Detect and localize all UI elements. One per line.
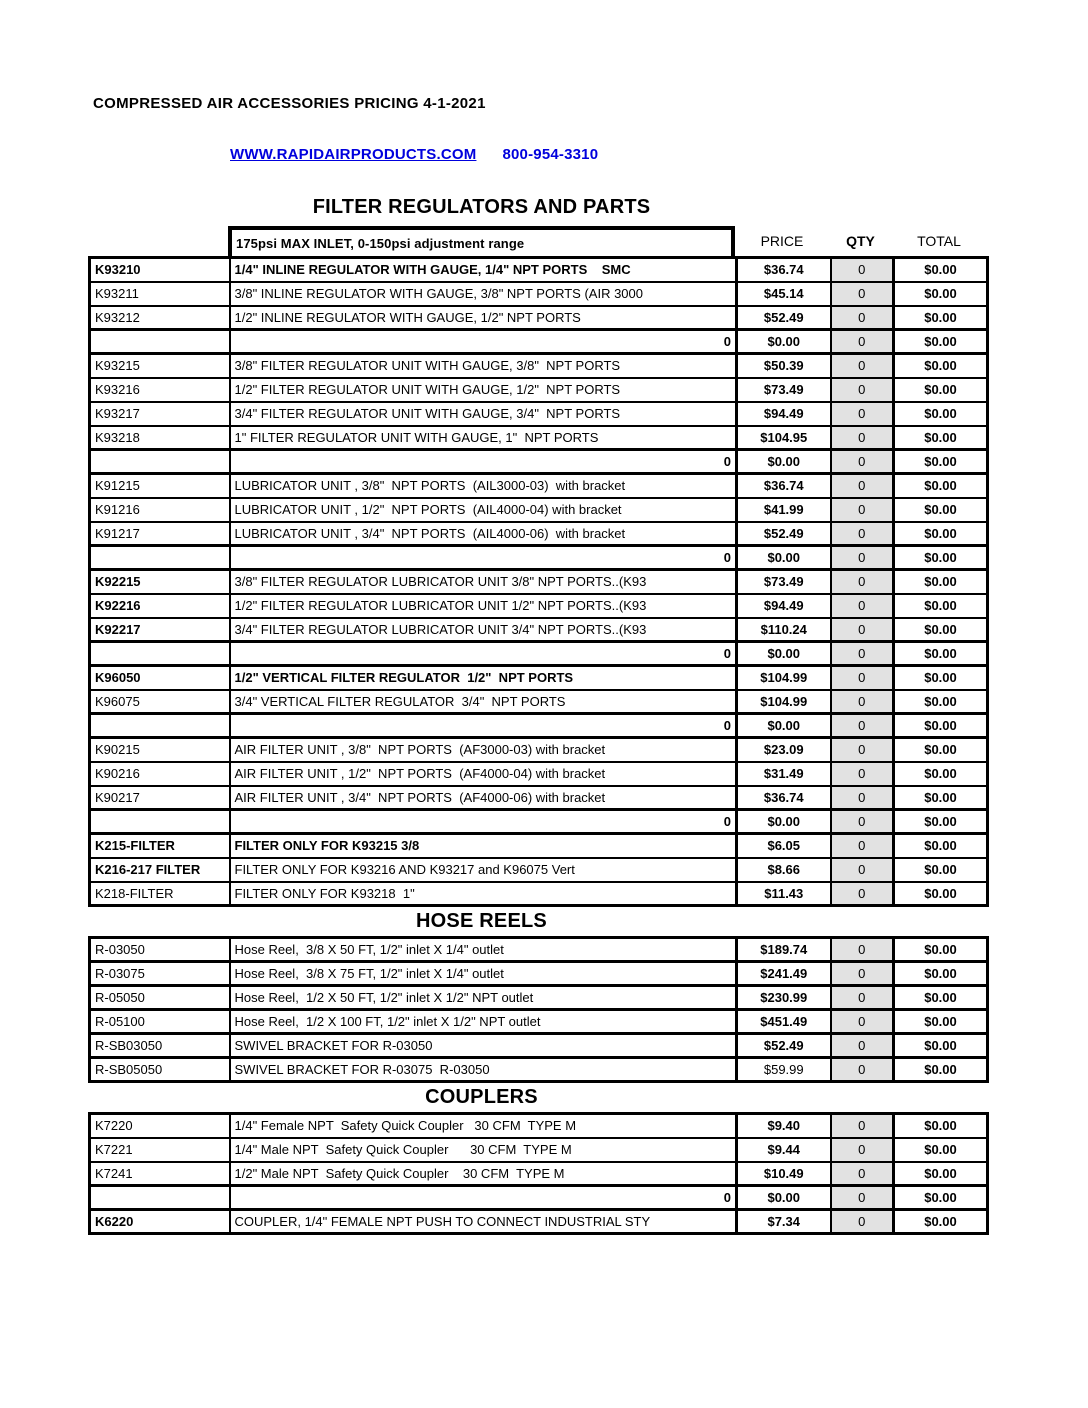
description-cell: FILTER ONLY FOR K93216 AND K93217 and K96075 Vert [230, 858, 737, 882]
description-cell: 1/2" INLINE REGULATOR WITH GAUGE, 1/2" NPT PORTS [230, 306, 737, 330]
table-row [90, 962, 988, 986]
qty-cell[interactable]: 0 [831, 330, 894, 354]
qty-cell[interactable]: 0 [831, 258, 894, 282]
price-cell: $110.24 [737, 618, 831, 642]
description-cell: 0 [230, 714, 737, 738]
price-cell: $31.49 [737, 762, 831, 786]
separator-row [90, 642, 988, 666]
part-cell: R-05100 [90, 1010, 230, 1034]
qty-cell[interactable]: 0 [831, 986, 894, 1010]
total-cell: $0.00 [894, 738, 988, 762]
price-cell: $52.49 [737, 1034, 831, 1058]
description-cell: SWIVEL BRACKET FOR R-03075 R-03050 [230, 1058, 737, 1082]
price-cell: $36.74 [737, 474, 831, 498]
part-cell: K91217 [90, 522, 230, 546]
price-cell: $0.00 [737, 1186, 831, 1210]
price-cell: $52.49 [737, 306, 831, 330]
total-cell: $0.00 [894, 402, 988, 426]
couplers-table [88, 1112, 989, 1235]
description-cell: 0 [230, 450, 737, 474]
description-cell: 1/2" FILTER REGULATOR UNIT WITH GAUGE, 1/2" NPT PORTS [230, 378, 737, 402]
qty-cell[interactable]: 0 [831, 498, 894, 522]
total-cell: $0.00 [894, 570, 988, 594]
part-cell: R-03050 [90, 938, 230, 962]
total-cell: $0.00 [894, 498, 988, 522]
total-cell: $0.00 [894, 962, 988, 986]
price-cell: $241.49 [737, 962, 831, 986]
qty-cell[interactable]: 0 [831, 666, 894, 690]
total-cell: $0.00 [894, 378, 988, 402]
part-cell: K96075 [90, 690, 230, 714]
qty-cell[interactable]: 0 [831, 834, 894, 858]
total-cell: $0.00 [894, 666, 988, 690]
part-cell [90, 810, 230, 834]
part-cell [90, 450, 230, 474]
total-cell: $0.00 [894, 986, 988, 1010]
table-row [90, 834, 988, 858]
qty-cell[interactable]: 0 [831, 378, 894, 402]
part-cell: K90215 [90, 738, 230, 762]
total-cell: $0.00 [894, 1034, 988, 1058]
part-cell: K96050 [90, 666, 230, 690]
table-row [90, 762, 988, 786]
max-inlet-note: 175psi MAX INLET, 0-150psi adjustment range [228, 226, 735, 256]
part-cell: K7241 [90, 1162, 230, 1186]
table-row [90, 594, 988, 618]
part-cell [90, 330, 230, 354]
description-cell: 3/8" FILTER REGULATOR LUBRICATOR UNIT 3/8" NPT PORTS..(K93 [230, 570, 737, 594]
description-cell: LUBRICATOR UNIT , 3/8" NPT PORTS (AIL3000-03) with bracket [230, 474, 737, 498]
description-cell: 1/2" FILTER REGULATOR LUBRICATOR UNIT 1/2" NPT PORTS..(K93 [230, 594, 737, 618]
price-cell: $104.99 [737, 666, 831, 690]
description-cell: 3/8" FILTER REGULATOR UNIT WITH GAUGE, 3/8" NPT PORTS [230, 354, 737, 378]
total-cell: $0.00 [894, 642, 988, 666]
contact-line [230, 146, 598, 163]
separator-row [90, 450, 988, 474]
part-cell: K93216 [90, 378, 230, 402]
total-cell: $0.00 [894, 282, 988, 306]
price-cell: $36.74 [737, 258, 831, 282]
total-cell: $0.00 [894, 810, 988, 834]
part-cell: K216-217 FILTER [90, 858, 230, 882]
total-cell: $0.00 [894, 1138, 988, 1162]
price-cell: $104.99 [737, 690, 831, 714]
price-cell: $36.74 [737, 786, 831, 810]
table-row [90, 1162, 988, 1186]
total-cell: $0.00 [894, 834, 988, 858]
price-cell: $23.09 [737, 738, 831, 762]
qty-cell[interactable]: 0 [831, 1138, 894, 1162]
description-cell: 0 [230, 642, 737, 666]
part-cell: R-SB03050 [90, 1034, 230, 1058]
qty-cell[interactable]: 0 [831, 282, 894, 306]
part-cell: K91215 [90, 474, 230, 498]
separator-row [90, 714, 988, 738]
max-inlet-note-cell [228, 226, 735, 256]
price-cell: $189.74 [737, 938, 831, 962]
order-sheet [88, 226, 986, 1235]
table-row [90, 378, 988, 402]
total-cell: $0.00 [894, 594, 988, 618]
description-cell: 1" FILTER REGULATOR UNIT WITH GAUGE, 1" NPT PORTS [230, 426, 737, 450]
hose-reels-table [88, 936, 989, 1083]
part-cell: K93215 [90, 354, 230, 378]
description-cell: 0 [230, 810, 737, 834]
part-cell: K90217 [90, 786, 230, 810]
price-cell: $9.44 [737, 1138, 831, 1162]
table-row [90, 426, 988, 450]
part-cell [90, 1186, 230, 1210]
part-cell: K92217 [90, 618, 230, 642]
description-cell: AIR FILTER UNIT , 3/8" NPT PORTS (AF3000-03) with bracket [230, 738, 737, 762]
table-row [90, 1010, 988, 1034]
table-row [90, 1058, 988, 1082]
price-cell: $0.00 [737, 714, 831, 738]
separator-row [90, 546, 988, 570]
table-row [90, 306, 988, 330]
total-cell: $0.00 [894, 522, 988, 546]
total-cell: $0.00 [894, 306, 988, 330]
total-cell: $0.00 [894, 330, 988, 354]
price-cell: $7.34 [737, 1210, 831, 1234]
qty-cell[interactable]: 0 [831, 810, 894, 834]
part-cell: K90216 [90, 762, 230, 786]
price-cell: $73.49 [737, 378, 831, 402]
description-cell: SWIVEL BRACKET FOR R-03050 [230, 1034, 737, 1058]
description-cell: AIR FILTER UNIT , 1/2" NPT PORTS (AF4000-04) with bracket [230, 762, 737, 786]
price-cell: $6.05 [737, 834, 831, 858]
total-cell: $0.00 [894, 690, 988, 714]
description-cell: 1/2" VERTICAL FILTER REGULATOR 1/2" NPT PORTS [230, 666, 737, 690]
qty-cell[interactable]: 0 [831, 402, 894, 426]
column-header-price: PRICE [760, 233, 804, 249]
table-row [90, 282, 988, 306]
description-cell: Hose Reel, 1/2 X 100 FT, 1/2" inlet X 1/2" NPT outlet [230, 1010, 737, 1034]
part-cell: K215-FILTER [90, 834, 230, 858]
qty-cell[interactable]: 0 [831, 594, 894, 618]
table-row [90, 1138, 988, 1162]
description-cell: FILTER ONLY FOR K93218 1" [230, 882, 737, 906]
qty-cell[interactable]: 0 [831, 1034, 894, 1058]
section-title-filter-regulators: FILTER REGULATORS AND PARTS [312, 196, 651, 218]
table-row [90, 498, 988, 522]
part-cell: K92216 [90, 594, 230, 618]
description-cell: 0 [230, 1186, 737, 1210]
price-cell: $0.00 [737, 546, 831, 570]
separator-row [90, 1186, 988, 1210]
qty-cell[interactable]: 0 [831, 1210, 894, 1234]
description-cell: 1/4" Male NPT Safety Quick Coupler 30 CFM TYPE M [230, 1138, 737, 1162]
total-cell: $0.00 [894, 354, 988, 378]
description-cell: 1/4" INLINE REGULATOR WITH GAUGE, 1/4" NPT PORTS SMC [230, 258, 737, 282]
description-cell: 0 [230, 330, 737, 354]
qty-cell[interactable]: 0 [831, 426, 894, 450]
separator-row [90, 810, 988, 834]
qty-cell[interactable]: 0 [831, 354, 894, 378]
description-cell: 3/4" FILTER REGULATOR LUBRICATOR UNIT 3/4" NPT PORTS..(K93 [230, 618, 737, 642]
table-row [90, 258, 988, 282]
total-cell: $0.00 [894, 1058, 988, 1082]
total-cell: $0.00 [894, 474, 988, 498]
price-cell: $94.49 [737, 402, 831, 426]
price-cell: $73.49 [737, 570, 831, 594]
qty-cell[interactable]: 0 [831, 962, 894, 986]
part-cell: K6220 [90, 1210, 230, 1234]
table-row [90, 618, 988, 642]
part-cell: K91216 [90, 498, 230, 522]
description-cell: 3/4" VERTICAL FILTER REGULATOR 3/4" NPT PORTS [230, 690, 737, 714]
qty-cell[interactable]: 0 [831, 306, 894, 330]
table-row [90, 986, 988, 1010]
part-cell: K93211 [90, 282, 230, 306]
part-cell: K93218 [90, 426, 230, 450]
qty-cell[interactable]: 0 [831, 882, 894, 906]
qty-cell[interactable]: 0 [831, 618, 894, 642]
part-cell: K218-FILTER [90, 882, 230, 906]
part-cell: K7220 [90, 1114, 230, 1138]
table-row [90, 666, 988, 690]
price-cell: $59.99 [737, 1058, 831, 1082]
total-cell: $0.00 [894, 938, 988, 962]
total-cell: $0.00 [894, 1186, 988, 1210]
qty-cell[interactable]: 0 [831, 474, 894, 498]
description-cell: 1/2" Male NPT Safety Quick Coupler 30 CFM TYPE M [230, 1162, 737, 1186]
table-row [90, 786, 988, 810]
total-cell: $0.00 [894, 258, 988, 282]
price-cell: $50.39 [737, 354, 831, 378]
total-cell: $0.00 [894, 858, 988, 882]
description-cell: Hose Reel, 3/8 X 75 FT, 1/2" inlet X 1/4" outlet [230, 962, 737, 986]
total-cell: $0.00 [894, 546, 988, 570]
qty-cell[interactable]: 0 [831, 690, 894, 714]
price-cell: $41.99 [737, 498, 831, 522]
price-cell: $451.49 [737, 1010, 831, 1034]
part-cell [90, 642, 230, 666]
qty-cell[interactable]: 0 [831, 1010, 894, 1034]
price-cell: $94.49 [737, 594, 831, 618]
qty-cell[interactable]: 0 [831, 546, 894, 570]
qty-cell[interactable]: 0 [831, 570, 894, 594]
description-cell: 0 [230, 546, 737, 570]
qty-cell[interactable]: 0 [831, 738, 894, 762]
total-cell: $0.00 [894, 1162, 988, 1186]
part-cell [90, 714, 230, 738]
total-cell: $0.00 [894, 762, 988, 786]
total-cell: $0.00 [894, 450, 988, 474]
table-row [90, 1210, 988, 1234]
qty-cell[interactable]: 0 [831, 1162, 894, 1186]
separator-row [90, 330, 988, 354]
price-cell: $230.99 [737, 986, 831, 1010]
table-row [90, 402, 988, 426]
total-cell: $0.00 [894, 1010, 988, 1034]
qty-cell[interactable]: 0 [831, 714, 894, 738]
table-row [90, 570, 988, 594]
description-cell: 3/8" INLINE REGULATOR WITH GAUGE, 3/8" NPT PORTS (AIR 3000 [230, 282, 737, 306]
qty-cell[interactable]: 0 [831, 1114, 894, 1138]
section-title-hose-reels: HOSE REELS [416, 910, 547, 932]
part-cell: R-SB05050 [90, 1058, 230, 1082]
qty-cell[interactable]: 0 [831, 786, 894, 810]
description-cell: LUBRICATOR UNIT , 1/2" NPT PORTS (AIL4000-04) with bracket [230, 498, 737, 522]
qty-cell[interactable]: 0 [831, 642, 894, 666]
qty-cell[interactable]: 0 [831, 522, 894, 546]
column-header-total: TOTAL [917, 233, 961, 249]
price-cell: $11.43 [737, 882, 831, 906]
website-link[interactable]: WWW.RAPIDAIRPRODUCTS.COM [230, 146, 477, 163]
part-cell: R-05050 [90, 986, 230, 1010]
qty-cell[interactable]: 0 [831, 1186, 894, 1210]
table-row [90, 354, 988, 378]
doc-title: COMPRESSED AIR ACCESSORIES PRICING 4-1-2021 [93, 95, 486, 112]
part-cell [90, 546, 230, 570]
table-row [90, 1034, 988, 1058]
table-row [90, 522, 988, 546]
column-header-qty: QTY [846, 233, 875, 249]
price-cell: $0.00 [737, 810, 831, 834]
part-cell: K92215 [90, 570, 230, 594]
description-cell: Hose Reel, 3/8 X 50 FT, 1/2" inlet X 1/4" outlet [230, 938, 737, 962]
table-row [90, 1114, 988, 1138]
qty-cell[interactable]: 0 [831, 1058, 894, 1082]
total-cell: $0.00 [894, 786, 988, 810]
column-header-row [88, 226, 986, 256]
price-cell: $52.49 [737, 522, 831, 546]
description-cell: FILTER ONLY FOR K93215 3/8 [230, 834, 737, 858]
qty-cell[interactable]: 0 [831, 858, 894, 882]
total-cell: $0.00 [894, 426, 988, 450]
description-cell: 3/4" FILTER REGULATOR UNIT WITH GAUGE, 3/4" NPT PORTS [230, 402, 737, 426]
qty-cell[interactable]: 0 [831, 450, 894, 474]
table-row [90, 738, 988, 762]
price-cell: $8.66 [737, 858, 831, 882]
part-cell: K7221 [90, 1138, 230, 1162]
table-row [90, 858, 988, 882]
total-cell: $0.00 [894, 1114, 988, 1138]
column-header-part-spacer [88, 226, 228, 256]
part-cell: K93210 [90, 258, 230, 282]
table-row [90, 882, 988, 906]
table-row [90, 690, 988, 714]
qty-cell[interactable]: 0 [831, 762, 894, 786]
phone-number: 800-954-3310 [502, 146, 599, 163]
price-cell: $0.00 [737, 450, 831, 474]
price-cell: $0.00 [737, 330, 831, 354]
total-cell: $0.00 [894, 714, 988, 738]
description-cell: COUPLER, 1/4" FEMALE NPT PUSH TO CONNECT INDUSTRIAL STY [230, 1210, 737, 1234]
description-cell: Hose Reel, 1/2 X 50 FT, 1/2" inlet X 1/2" NPT outlet [230, 986, 737, 1010]
table-row [90, 938, 988, 962]
part-cell: K93212 [90, 306, 230, 330]
filter-regulators-table [88, 256, 989, 907]
price-cell: $9.40 [737, 1114, 831, 1138]
qty-cell[interactable]: 0 [831, 938, 894, 962]
price-cell: $45.14 [737, 282, 831, 306]
part-cell: R-03075 [90, 962, 230, 986]
total-cell: $0.00 [894, 1210, 988, 1234]
description-cell: LUBRICATOR UNIT , 3/4" NPT PORTS (AIL4000-06) with bracket [230, 522, 737, 546]
part-cell: K93217 [90, 402, 230, 426]
total-cell: $0.00 [894, 882, 988, 906]
description-cell: 1/4" Female NPT Safety Quick Coupler 30 CFM TYPE M [230, 1114, 737, 1138]
price-cell: $0.00 [737, 642, 831, 666]
price-cell: $104.95 [737, 426, 831, 450]
total-cell: $0.00 [894, 618, 988, 642]
section-title-couplers: COUPLERS [425, 1086, 538, 1108]
description-cell: AIR FILTER UNIT , 3/4" NPT PORTS (AF4000-06) with bracket [230, 786, 737, 810]
table-row [90, 474, 988, 498]
price-cell: $10.49 [737, 1162, 831, 1186]
